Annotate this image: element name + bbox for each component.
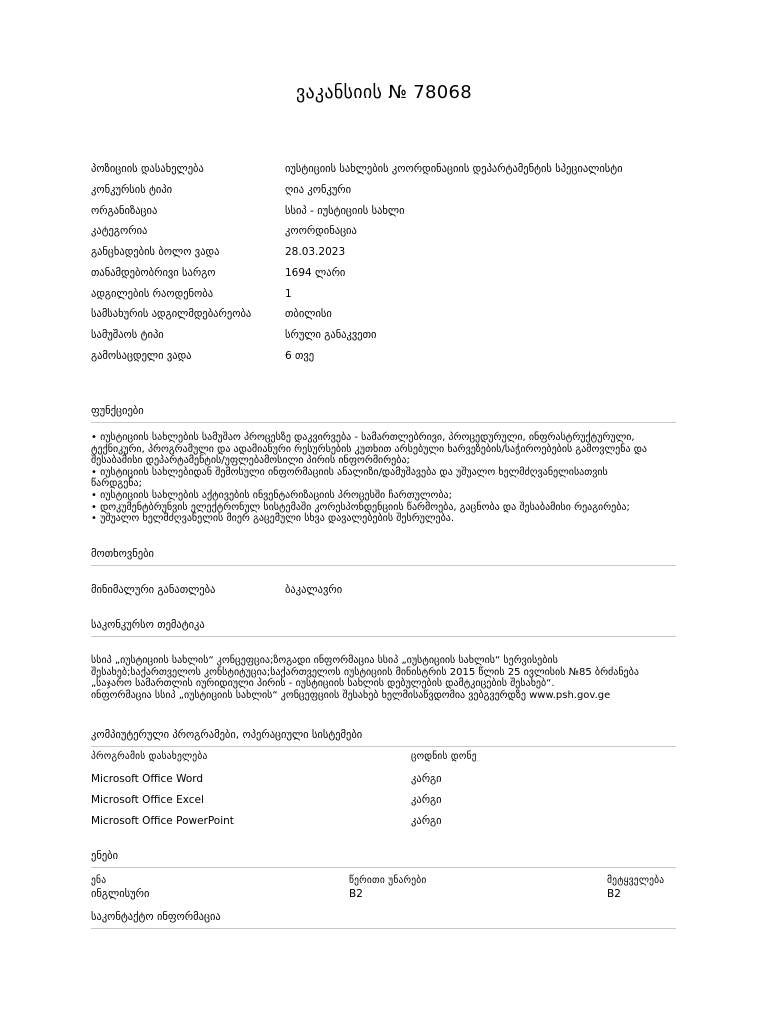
functions-line: წარდგენა; [91, 478, 142, 490]
functions-line: • უშუალო ხელმძღვანელის მიერ გაცემული სხვა დავალებების შესრულება. [91, 513, 455, 525]
functions-line: • დოკუმენტბრუნვის ელექტრონულ სისტემაში კორესპონდენციის წარმოება, გაცნობა და შესაბამისი რეაგირება; [91, 501, 630, 513]
section-heading-languages: ენები [91, 850, 676, 868]
topics-line: ინფორმაცია სსიპ „იუსტიციის სახლის“ კონცეფციის შესახებ ხელმისაწვდომია ვებგვერდზე www.psh.gov.ge [91, 689, 611, 701]
languages-col-speaking: მეტყველება [607, 875, 665, 886]
section-heading-software: კომპიუტერული პროგრამები, ოპერაციული სისტემები [91, 729, 676, 747]
software-level: კარგი [411, 773, 442, 785]
detail-label: გამოსაცდელი ვადა [91, 350, 192, 362]
detail-value: სრული განაკვეთი [285, 329, 377, 341]
requirement-value: ბაკალავრი [285, 584, 343, 596]
language-name: ინგლისური [91, 888, 150, 900]
software-level: კარგი [411, 794, 442, 806]
detail-label: განცხადების ბოლო ვადა [91, 246, 220, 258]
topics-line: „საჯარო სამართლის იურიდიული პირის - იუსტიციის სახლის დებულების დამტკიცების შესახებ“. [91, 678, 555, 690]
detail-label: ადგილების რაოდენობა [91, 288, 214, 300]
languages-col-writing: წერითი უნარები [349, 875, 427, 886]
detail-value: 6 თვე [285, 350, 315, 362]
detail-value: თბილისი [285, 308, 332, 320]
detail-value: ღია კონკური [285, 184, 352, 196]
software-name: Microsoft Office Excel [91, 794, 204, 806]
section-heading-functions: ფუნქციები [91, 405, 676, 423]
detail-value: იუსტიციის სახლების კოორდინაციის დეპარტამენტის სპეციალისტი [285, 163, 623, 175]
detail-label: ორგანიზაცია [91, 205, 158, 217]
requirement-label: მინიმალური განათლება [91, 584, 216, 596]
detail-value: 28.03.2023 [285, 246, 346, 258]
section-heading-topics: საკონკურსო თემატიკა [91, 619, 676, 637]
language-speaking: B2 [607, 888, 621, 900]
functions-line: • იუსტიციის სახლებიდან შემოსული ინფორმაციის ანალიზი/დამუშავება და უშუალო ხელმძღვანელისათვის [91, 466, 608, 478]
detail-value: 1 [285, 288, 292, 300]
functions-line: • იუსტიციის სახლების აქტივების ინვენტარიზაციის პროცესში ჩართულობა; [91, 489, 452, 501]
software-col-level: ცოდნის დონე [411, 751, 477, 762]
detail-label: კატეგორია [91, 225, 148, 237]
software-name: Microsoft Office Word [91, 773, 204, 785]
functions-line: ტექნიკური, პროგრამული და ადამიანური რესურსების კუთხით არსებული ხარვეზების/საჭიროებების გამოვლენა და [91, 443, 647, 455]
detail-label: სამუშაოს ტიპი [91, 329, 164, 341]
topics-text [91, 655, 681, 701]
software-level: კარგი [411, 815, 442, 827]
language-writing: B2 [349, 888, 363, 900]
topics-line: სსიპ „იუსტიციის სახლის“ კონცეფცია;ზოგადი ინფორმაცია სსიპ „იუსტიციის სახლის“ სერვისების [91, 655, 558, 666]
detail-label: კონკურსის ტიპი [91, 184, 173, 196]
functions-list [91, 432, 681, 525]
detail-value: კოორდინაცია [285, 225, 357, 237]
vacancy-title: ვაკანსიის № 78068 [295, 82, 473, 103]
languages-col-language: ენა [91, 875, 107, 886]
section-heading-contact: საკონტაქტო ინფორმაცია [91, 911, 676, 929]
software-col-program: პროგრამის დასახელება [91, 751, 208, 762]
functions-line: შესაბამისი დეპარტამენტის/უფლებამოსილი პირის ინფორმირება; [91, 455, 410, 467]
detail-label: სამსახურის ადგილმდებარეობა [91, 308, 252, 320]
topics-line: შესახებ;საქართველოს კონსტიტუცია;საქართველოს იუსტიციის მინისტრის 2015 წლის 25 ივლისის №85 ბრძანება [91, 666, 639, 678]
section-heading-requirements: მოთხოვნები [91, 548, 676, 566]
detail-label: პოზიციის დასახელება [91, 163, 204, 175]
functions-line: • იუსტიციის სახლების სამუშაო პროცესზე დაკვირვება - სამართლებრივი, პროცედურული, ინფრასტრუქტურული, [91, 432, 635, 443]
detail-label: თანამდებობრივი სარგო [91, 267, 216, 279]
detail-value: 1694 ლარი [285, 267, 346, 279]
software-name: Microsoft Office PowerPoint [91, 815, 234, 827]
detail-value: სსიპ - იუსტიციის სახლი [285, 205, 405, 217]
